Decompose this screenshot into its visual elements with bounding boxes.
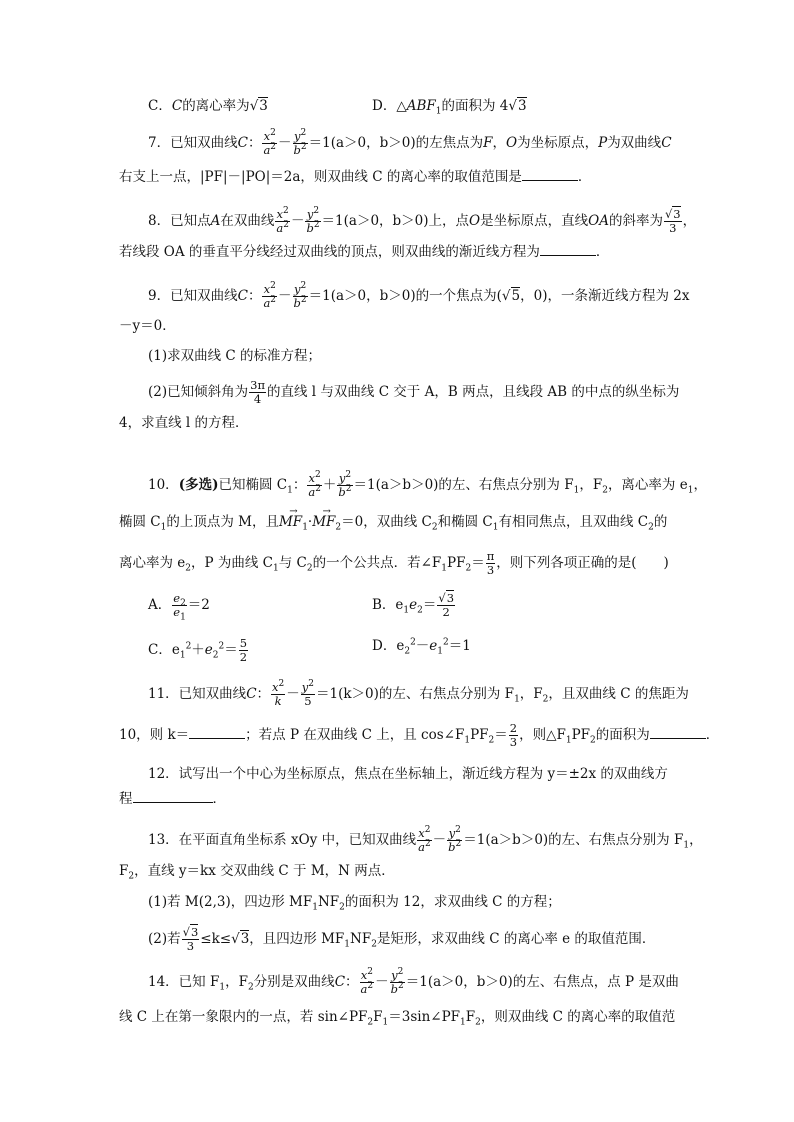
q10-option-b[interactable]: B．$e_1e_2=$ $\frac{√3}{2}$ xyxy=(372,591,455,619)
q13-part1: (1)若 M(2,3)，四边形 $MF_1NF_2$的面积为 12，求双曲线 C 的方程； xyxy=(148,894,561,913)
q6-option-d: D．$\triangle ABF_1$的面积为 4√3 xyxy=(372,98,527,117)
q13-line1: 13．在平面直角坐标系 xOy 中，已知双曲线 $\frac{x^2}{a^2}$ － $\frac{y^2}{b^2}$ ＝1(a＞b＞0)的左、右焦点分别为 $F_1$， xyxy=(148,825,703,854)
q6-option-c: C．C的离心率为√3 xyxy=(148,98,268,114)
answer-blank[interactable] xyxy=(133,790,213,803)
option-label: C． xyxy=(148,98,172,114)
q12-line2: 程 ． xyxy=(119,791,226,807)
slope-fraction: $\frac{√3}{3}$ xyxy=(664,207,681,235)
q9-line2: －y＝0． xyxy=(119,318,176,334)
q14-line2: 线 C 上在第一象限内的一点，若 $\sin\angle PF_2F_1=3\sin\angle PF_1F_2$，则双曲线 C 的离心率的取值范 xyxy=(119,1009,676,1028)
q10-option-a[interactable]: A． $\frac{e_2}{e_1}$ ＝2 xyxy=(148,591,210,623)
q13-line2: $F_2$，直线 y＝kx 交双曲线 C 于 M，N 两点． xyxy=(119,863,395,882)
q12-line1: 12．试写出一个中心为坐标原点，焦点在坐标轴上，渐近线方程为 y＝±2x 的双曲线方 xyxy=(148,766,668,782)
q9-part2: (2)已知倾斜角为 $\frac{3\pi}{4}$ 的直线 l 与双曲线 C 交于 A，B 两点，且线段 AB 的中点的纵坐标为 xyxy=(148,378,680,406)
answer-blank-k[interactable] xyxy=(189,726,245,739)
multi-select-tag: (多选) xyxy=(178,477,219,493)
q8-line1: 8．已知点A在双曲线 $\frac{x^2}{a^2}$ － $\frac{y^2}{b^2}$ ＝1(a＞0，b＞0)上，点O是坐标原点，直线OA的斜率为 $\frac{√3}{3}$ ， xyxy=(148,206,697,235)
q13-part2: (2)若 $\frac{√3}{3}$ ≤k≤√3，且四边形 $MF_1NF_2$是矩形，求双曲线 C 的离心率 e 的取值范围． xyxy=(148,925,656,953)
vector-mf1: → $MF_1$ xyxy=(279,513,308,531)
answer-blank-area[interactable] xyxy=(650,726,706,739)
answer-blank[interactable] xyxy=(522,168,578,181)
y2-over-b2: $\frac{y^2}{b^2}$ xyxy=(293,128,307,157)
q10-option-c[interactable]: C．$e_1^2+e_2^2=$ $\frac{5}{2}$ xyxy=(148,636,248,664)
q9-line1: 9．已知双曲线C： $\frac{x^2}{a^2}$ － $\frac{y^2}{b^2}$ ＝1(a＞0，b＞0)的一个焦点为(√5，0)，一条渐近线方程为 2x xyxy=(148,281,690,310)
q10-line3: 离心率为 $e_2$，P 为曲线 $C_1$与 $C_2$的一个公共点．若$\angle F_1PF_2=$ $\frac{\pi}{3}$ ，则下列各项正确的是( ) xyxy=(119,549,669,577)
q8-line2: 若线段 OA 的垂直平分线经过双曲线的顶点，则双曲线的渐近线方程为 ． xyxy=(119,244,610,260)
vector-mf2: → $MF_2$ xyxy=(312,513,341,531)
x2-over-a2: $\frac{x^2}{a^2}$ xyxy=(263,128,277,157)
q10-line1: 10．(多选)已知椭圆 $C_1$： $\frac{x^2}{a^2}$ ＋ $\frac{y^2}{b^2}$ ＝1(a＞b＞0)的左、右焦点分别为 $F_1$，$F_2$，离心率为 $e_1$， xyxy=(148,470,707,499)
q11-line1: 11．已知双曲线C： $\frac{x^2}{k}$ － $\frac{y^2}{5}$ ＝1(k＞0)的左、右焦点分别为 $F_1$，$F_2$，且双曲线 C 的焦距为 xyxy=(148,679,689,708)
q7-line2: 右支上一点，|PF|－|PO|＝2a，则双曲线 C 的离心率的取值范围是 ． xyxy=(119,169,592,185)
q14-line1: 14．已知 $F_1$，$F_2$分别是双曲线C： $\frac{x^2}{a^2}$ － $\frac{y^2}{b^2}$ ＝1(a＞0，b＞0)的左、右焦点，点 P 是双曲 xyxy=(148,967,679,996)
q9-part2-cont: 4，求直线 l 的方程． xyxy=(119,415,249,431)
q9-part1: (1)求双曲线 C 的标准方程； xyxy=(148,348,322,364)
q11-line2: 10，则 k＝ ；若点 P 在双曲线 C 上，且 $\cos\angle F_1PF_2=$ $\frac{2}{3}$ ，则$\triangle F_1PF_2$的面积为 ． xyxy=(119,721,720,749)
q10-option-d[interactable]: D．$e_2^2-e_1^2=1$ xyxy=(372,637,471,657)
q7-line1: 7．已知双曲线C： $\frac{x^2}{a^2}$ － $\frac{y^2}{b^2}$ ＝1(a＞0，b＞0)的左焦点为F，O为坐标原点，P为双曲线C xyxy=(148,128,672,157)
answer-blank[interactable] xyxy=(540,243,596,256)
q10-line2: 椭圆 $C_1$的上顶点为 M，且→ $MF_1\cdot\to MF_2=0$，双曲线 $C_2$和椭圆 $C_1$有相同焦点，且双曲线 $C_2$的 xyxy=(119,513,667,531)
